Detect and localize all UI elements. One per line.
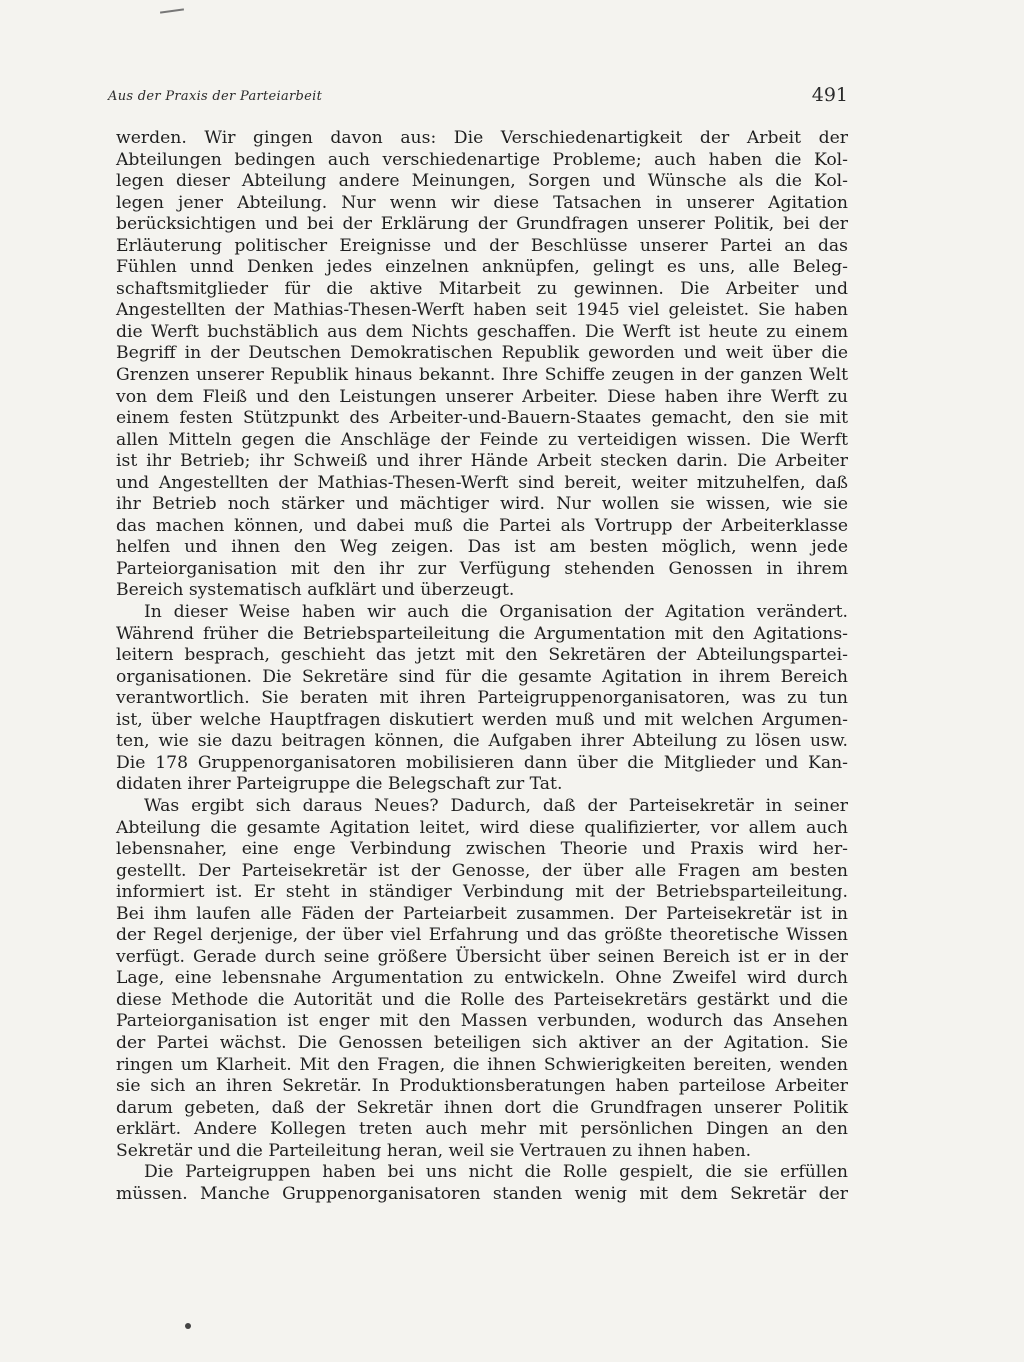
text-line: didaten ihrer Parteigruppe die Belegschaft zur Tat. bbox=[116, 774, 563, 795]
text-line: gestellt. Der Parteisekretär ist der Genosse, der über alle Fragen am besten bbox=[116, 860, 848, 881]
text-line: der Regel derjenige, der über viel Erfahrung und das größte theoretische Wissen bbox=[116, 925, 848, 946]
text-line: sie sich an ihren Sekretär. In Produktionsberatungen haben parteilose Arbeiter bbox=[116, 1076, 848, 1097]
text-line: Parteiorganisation mit den ihr zur Verfügung stehenden Genossen in ihrem bbox=[116, 558, 848, 579]
text-line: verfügt. Gerade durch seine größere Übersicht über seinen Bereich ist er in der bbox=[116, 946, 848, 967]
text-line: diese Methode die Autorität und die Rolle des Parteisekretärs gestärkt und die bbox=[116, 989, 848, 1010]
text-line: von dem Fleiß und den Leistungen unserer Arbeiter. Diese haben ihre Werft zu bbox=[116, 386, 848, 407]
text-line: berücksichtigen und bei der Erklärung der Grundfragen unserer Politik, bei der bbox=[116, 214, 848, 235]
text-line: ten, wie sie dazu beitragen können, die Aufgaben ihrer Abteilung zu lösen usw. bbox=[116, 731, 848, 752]
print-scratch-mark bbox=[160, 8, 184, 13]
ink-dot-mark bbox=[185, 1323, 191, 1329]
text-line: und Angestellten der Mathias-Thesen-Werft sind bereit, weiter mitzuhelfen, daß bbox=[116, 472, 848, 493]
text-line: informiert ist. Er steht in ständiger Verbindung mit der Betriebsparteileitung. bbox=[116, 882, 848, 903]
text-line: ihr Betrieb noch stärker und mächtiger wird. Nur wollen sie wissen, wie sie bbox=[116, 494, 848, 515]
text-line: organisationen. Die Sekretäre sind für die gesamte Agitation in ihrem Bereich bbox=[116, 666, 848, 687]
text-line: allen Mitteln gegen die Anschläge der Feinde zu verteidigen wissen. Die Werft bbox=[116, 429, 848, 450]
text-line: Angestellten der Mathias-Thesen-Werft haben seit 1945 viel geleistet. Sie haben bbox=[116, 300, 848, 321]
text-line: Fühlen unnd Denken jedes einzelnen anknüpfen, gelingt es uns, alle Beleg- bbox=[116, 257, 848, 278]
text-line: verantwortlich. Sie beraten mit ihren Parteigruppenorganisatoren, was zu tun bbox=[116, 688, 848, 709]
text-line: der Partei wächst. Die Genossen beteiligen sich aktiver an der Agitation. Sie bbox=[116, 1032, 848, 1053]
text-line: erklärt. Andere Kollegen treten auch mehr mit persönlichen Dingen an den bbox=[116, 1119, 848, 1140]
text-line: Parteiorganisation ist enger mit den Massen verbunden, wodurch das Ansehen bbox=[116, 1011, 848, 1032]
text-line: darum gebeten, daß der Sekretär ihnen dort die Grundfragen unserer Politik bbox=[116, 1097, 848, 1118]
text-line: Die Parteigruppen haben bei uns nicht die Rolle gespielt, die sie erfüllen bbox=[144, 1162, 848, 1183]
text-line: schaftsmitglieder für die aktive Mitarbeit zu gewinnen. Die Arbeiter und bbox=[116, 278, 848, 299]
text-line: werden. Wir gingen davon aus: Die Verschiedenartigkeit der Arbeit der bbox=[116, 128, 848, 148]
text-line: ringen um Klarheit. Mit den Fragen, die ihnen Schwierigkeiten bereiten, wenden bbox=[116, 1054, 848, 1075]
text-line: legen dieser Abteilung andere Meinungen, Sorgen und Wünsche als die Kol- bbox=[116, 171, 848, 192]
text-line: müssen. Manche Gruppenorganisatoren standen wenig mit dem Sekretär der bbox=[116, 1183, 848, 1204]
text-line: helfen und ihnen den Weg zeigen. Das ist am besten möglich, wenn jede bbox=[116, 537, 848, 558]
text-line: die Werft buchstäblich aus dem Nichts geschaffen. Die Werft ist heute zu einem bbox=[116, 321, 848, 342]
text-line: Grenzen unserer Republik hinaus bekannt. Ihre Schiffe zeugen in der ganzen Welt bbox=[116, 365, 848, 386]
text-line: Bei ihm laufen alle Fäden der Parteiarbeit zusammen. Der Parteisekretär ist in bbox=[116, 903, 848, 924]
text-line: Abteilungen bedingen auch verschiedenartige Probleme; auch haben die Kol- bbox=[116, 149, 848, 170]
text-line: Was ergibt sich daraus Neues? Dadurch, daß der Parteisekretär in seiner bbox=[144, 795, 848, 816]
text-line: In dieser Weise haben wir auch die Organisation der Agitation verändert. bbox=[144, 602, 848, 623]
text-line: Sekretär und die Parteileitung heran, weil sie Vertrauen zu ihnen haben. bbox=[116, 1140, 752, 1161]
text-line: Erläuterung politischer Ereignisse und der Beschlüsse unserer Partei an das bbox=[116, 235, 848, 256]
running-header-title: Aus der Praxis der Parteiarbeit bbox=[108, 89, 323, 104]
text-line: Bereich systematisch aufklärt und überzeugt. bbox=[116, 580, 515, 601]
text-line: Abteilung die gesamte Agitation leitet, wird diese qualifizierter, vor allem auch bbox=[116, 817, 848, 838]
text-line: einem festen Stützpunkt des Arbeiter-und-Bauern-Staates gemacht, den sie mit bbox=[116, 408, 848, 429]
page-number: 491 bbox=[811, 84, 848, 106]
text-line: Begriff in der Deutschen Demokratischen Republik geworden und weit über die bbox=[116, 343, 848, 364]
text-line: legen jener Abteilung. Nur wenn wir diese Tatsachen in unserer Agitation bbox=[116, 192, 848, 213]
text-line: leitern besprach, geschieht das jetzt mit den Sekretären der Abteilungspartei- bbox=[116, 645, 848, 666]
text-line: ist ihr Betrieb; ihr Schweiß und ihrer Hände Arbeit stecken darin. Die Arbeiter bbox=[116, 451, 848, 472]
text-line: Lage, eine lebensnahe Argumentation zu entwickeln. Ohne Zweifel wird durch bbox=[116, 968, 848, 989]
text-line: Während früher die Betriebsparteileitung die Argumentation mit den Agitations- bbox=[116, 623, 848, 644]
text-line: das machen können, und dabei muß die Partei als Vortrupp der Arbeiterklasse bbox=[116, 515, 848, 536]
text-line: ist, über welche Hauptfragen diskutiert werden muß und mit welchen Argumen- bbox=[116, 709, 848, 730]
text-line: lebensnaher, eine enge Verbindung zwischen Theorie und Praxis wird her- bbox=[116, 839, 848, 860]
body-text bbox=[116, 128, 848, 1205]
text-line: Die 178 Gruppenorganisatoren mobilisieren dann über die Mitglieder und Kan- bbox=[116, 752, 848, 773]
running-header bbox=[108, 84, 848, 111]
